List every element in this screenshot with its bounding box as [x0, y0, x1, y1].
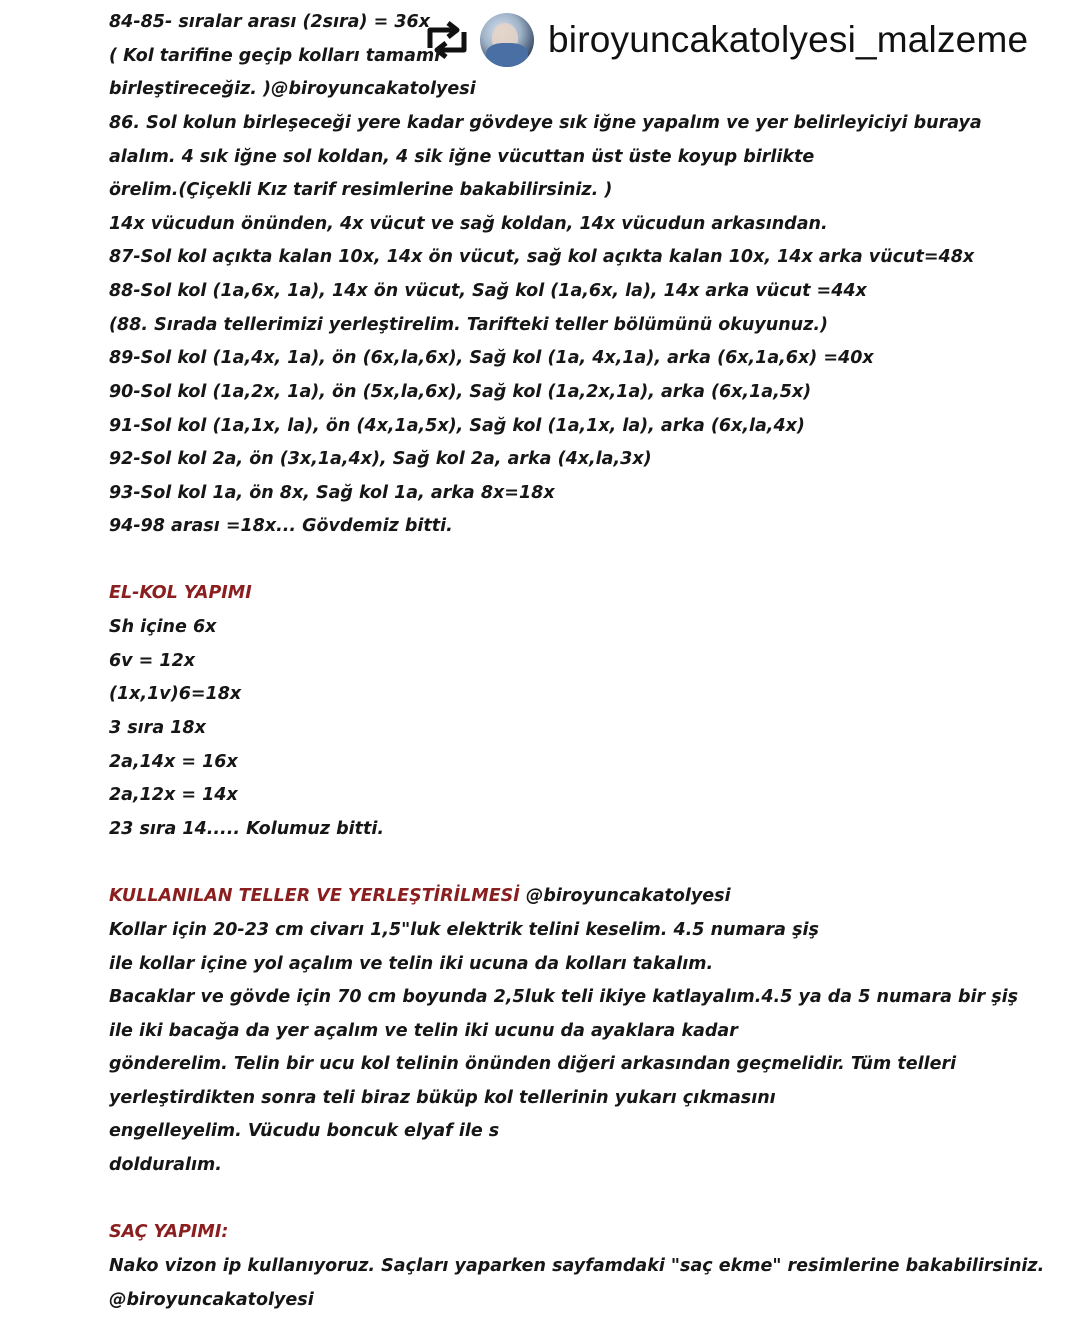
doc-line: Kollar için 20-23 cm civarı 1,5"luk elektrik telini keselim. 4.5 numara şiş: [109, 920, 819, 940]
doc-line: 92-Sol kol 2a, ön (3x,1a,4x), Sağ kol 2a, arka (4x,la,3x): [109, 449, 652, 469]
section-heading-el-kol: EL-KOL YAPIMI: [109, 583, 252, 603]
doc-line: 2a,14x = 16x: [109, 752, 238, 772]
doc-line: @biroyuncakatolyesi: [109, 1290, 314, 1310]
section-heading-sac: SAÇ YAPIMI:: [109, 1222, 229, 1242]
section-heading-teller-title: KULLANILAN TELLER VE YERLEŞTİRİLMESİ: [109, 886, 520, 906]
doc-line: (88. Sırada tellerimizi yerleştirelim. Tarifteki teller bölümünü okuyunuz.): [109, 315, 828, 335]
doc-line: 6v = 12x: [109, 651, 196, 671]
doc-line: 94-98 arası =18x... Gövdemiz bitti.: [109, 516, 453, 536]
doc-line: örelim.(Çiçekli Kız tarif resimlerine bakabilirsiniz. ): [109, 180, 613, 200]
doc-line: ( Kol tarifine geçip kolları tamaml: [109, 46, 441, 66]
section-heading-teller: [109, 885, 731, 907]
doc-line: 90-Sol kol (1a,2x, 1a), ön (5x,la,6x), Sağ kol (1a,2x,1a), arka (6x,1a,5x): [109, 382, 812, 402]
doc-line: 84-85- sıralar arası (2sıra) = 36x: [109, 12, 430, 32]
doc-line: (1x,1v)6=18x: [109, 684, 242, 704]
doc-line: yerleştirdikten sonra teli biraz büküp kol tellerinin yukarı çıkmasını: [109, 1088, 776, 1108]
doc-line: ile iki bacağa da yer açalım ve telin iki ucunu da ayaklara kadar: [109, 1021, 738, 1041]
doc-line: ile kollar içine yol açalım ve telin iki ucuna da kolları takalım.: [109, 954, 714, 974]
section-heading-teller-tag: @biroyuncakatolyesi: [519, 886, 731, 906]
doc-line: 93-Sol kol 1a, ön 8x, Sağ kol 1a, arka 8x=18x: [109, 483, 555, 503]
avatar[interactable]: [480, 13, 534, 67]
repost-username[interactable]: biroyuncakatolyesi_malzeme: [548, 19, 1029, 60]
doc-line: 87-Sol kol açıkta kalan 10x, 14x ön vücut, sağ kol açıkta kalan 10x, 14x arka vücut=48x: [109, 247, 975, 267]
doc-line: birleştireceğiz. )@biroyuncakatolyesi: [109, 79, 476, 99]
doc-line: 2a,12x = 14x: [109, 785, 238, 805]
doc-line: 14x vücudun önünden, 4x vücut ve sağ koldan, 14x vücudun arkasından.: [109, 214, 828, 234]
doc-line: 91-Sol kol (1a,1x, la), ön (4x,1a,5x), Sağ kol (1a,1x, la), arka (6x,la,4x): [109, 416, 805, 436]
doc-line: 89-Sol kol (1a,4x, 1a), ön (6x,la,6x), Sağ kol (1a, 4x,1a), arka (6x,1a,6x) =40x: [109, 348, 874, 368]
doc-line: alalım. 4 sık iğne sol koldan, 4 sik iğne vücuttan üst üste koyup birlikte: [109, 147, 815, 167]
doc-line: Sh içine 6x: [109, 617, 217, 637]
doc-line: gönderelim. Telin bir ucu kol telinin önünden diğeri arkasından geçmelidir. Tüm telleri: [109, 1054, 957, 1074]
doc-line: engelleyelim. Vücudu boncuk elyaf ile s: [109, 1121, 500, 1141]
doc-line: Nako vizon ip kullanıyoruz. Saçları yaparken sayfamdaki "saç ekme" resimlerine bakabilirsiniz.: [109, 1256, 1045, 1276]
doc-line: 86. Sol kolun birleşeceği yere kadar gövdeye sık iğne yapalım ve yer belirleyiciyi buraya: [109, 113, 982, 133]
doc-line: 88-Sol kol (1a,6x, 1a), 14x ön vücut, Sağ kol (1a,6x, la), 14x arka vücut =44x: [109, 281, 867, 301]
doc-line: 3 sıra 18x: [109, 718, 206, 738]
repost-header: [424, 8, 1080, 72]
doc-line: dolduralım.: [109, 1155, 222, 1175]
doc-line: 23 sıra 14..... Kolumuz bitti.: [109, 819, 385, 839]
doc-line: Bacaklar ve gövde için 70 cm boyunda 2,5luk teli ikiye katlayalım.4.5 ya da 5 numara bir şiş: [109, 987, 1019, 1007]
